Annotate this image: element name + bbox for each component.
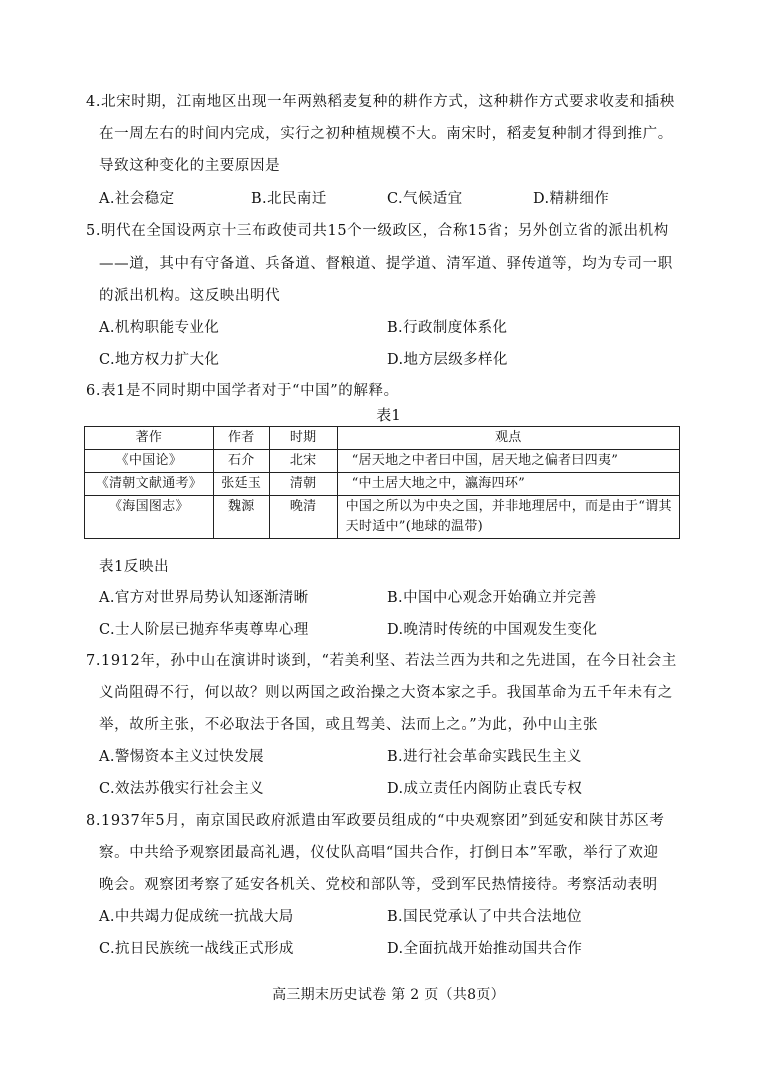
table-cell-work: 《海国图志》: [85, 496, 214, 539]
page-footer: 高三期末历史试卷 第 2 页（共8页）: [272, 987, 505, 1003]
q7-option-d: D.成立责任内阁防止袁氏专权: [387, 781, 583, 797]
q8-option-c: C.抗日民族统一战线正式形成: [99, 941, 294, 957]
q6-option-b: B.中国中心观念开始确立并完善: [387, 590, 597, 606]
q7-line-2: 义尚阻碍不行，何以故？则以两国之政治操之大资本家之手。我国革命为五千年未有之: [99, 685, 673, 701]
q6-after-text: 表1反映出: [99, 559, 170, 575]
table-cell-work: 《中国论》: [85, 450, 214, 473]
q5-line-1: 5.明代在全国设两京十三布政使司共15个一级政区，合称15省；另外创立省的派出机构: [86, 223, 669, 239]
q7-line-1: 7.1912年，孙中山在演讲时谈到，“若美利坚、若法兰西为共和之先进国，在今日社会主: [86, 653, 677, 669]
q4-option-d: D.精耕细作: [533, 191, 610, 207]
table-row: [85, 473, 680, 496]
table-cell-period: 北宋: [269, 450, 337, 473]
table-header-work: 著作: [85, 427, 214, 450]
table-header-period: 时期: [269, 427, 337, 450]
q5-option-d: D.地方层级多样化: [387, 352, 508, 368]
q4-option-a: A.社会稳定: [99, 191, 175, 207]
q5-option-a: A.机构职能专业化: [99, 320, 220, 336]
q5-option-c: C.地方权力扩大化: [99, 352, 220, 368]
q5-line-2: ——道，其中有守备道、兵备道、督粮道、提学道、清军道、驿传道等，均为专司一职: [99, 256, 673, 272]
table-row: [85, 450, 680, 473]
q6-option-c: C.士人阶层已抛弃华夷尊卑心理: [99, 622, 309, 638]
q7-option-c: C.效法苏俄实行社会主义: [99, 781, 264, 797]
q8-line-2: 察。中共给予观察团最高礼遇，仪仗队高唱“国共合作，打倒日本”军歌，举行了欢迎: [99, 845, 659, 861]
q5-option-b: B.行政制度体系化: [387, 320, 508, 336]
table-header-author: 作者: [213, 427, 269, 450]
table-cell-work: 《清朝文献通考》: [85, 473, 214, 496]
table-header-view: 观点: [337, 427, 679, 450]
q6-line-1: 6.表1是不同时期中国学者对于“中国”的解释。: [86, 383, 399, 399]
table-caption: 表1: [376, 406, 401, 424]
q4-line-2: 在一周左右的时间内完成，实行之初种植规模不大。南宋时，稻麦复种制才得到推广。: [99, 126, 673, 142]
q6-option-a: A.官方对世界局势认知逐渐清晰: [99, 590, 309, 606]
table-cell-view: “居天地之中者曰中国，居天地之偏者曰四夷”: [337, 450, 679, 473]
q8-option-a: A.中共竭力促成统一抗战大局: [99, 909, 294, 925]
table-cell-author: 魏源: [213, 496, 269, 539]
q7-line-3: 举，故所主张，不必取法于各国，或且驾美、法而上之。”为此，孙中山主张: [99, 717, 599, 733]
table-header-row: [85, 427, 680, 450]
q8-option-b: B.国民党承认了中共合法地位: [387, 909, 582, 925]
q8-option-d: D.全面抗战开始推动国共合作: [387, 941, 583, 957]
q6-option-d: D.晚清时传统的中国观发生变化: [387, 622, 598, 638]
table-cell-view: 中国之所以为中央之国，并非地理居中，而是由于“谓其天时适中”(地球的温带): [337, 496, 679, 539]
table-cell-author: 张廷玉: [213, 473, 269, 496]
q4-line-3: 导致这种变化的主要原因是: [99, 158, 281, 174]
q5-line-3: 的派出机构。这反映出明代: [99, 288, 281, 304]
q4-option-c: C.气候适宜: [387, 191, 463, 207]
table-cell-period: 清朝: [269, 473, 337, 496]
q4-line-1: 4.北宋时期，江南地区出现一年两熟稻麦复种的耕作方式，这种耕作方式要求收麦和插秧: [86, 94, 675, 110]
comparison-table: [84, 426, 680, 539]
q8-line-1: 8.1937年5月，南京国民政府派遣由军政要员组成的“中央观察团”到延安和陕甘苏区考: [86, 813, 665, 829]
q7-option-a: A.警惕资本主义过快发展: [99, 749, 264, 765]
q4-option-b: B.北民南迁: [251, 191, 327, 207]
q8-line-3: 晚会。观察团考察了延安各机关、党校和部队等，受到军民热情接待。考察活动表明: [99, 877, 658, 893]
table-cell-author: 石介: [213, 450, 269, 473]
table-row: [85, 496, 680, 539]
table-cell-view: “中土居大地之中，瀛海四环”: [337, 473, 679, 496]
q7-option-b: B.进行社会革命实践民生主义: [387, 749, 582, 765]
table-cell-period: 晚清: [269, 496, 337, 539]
